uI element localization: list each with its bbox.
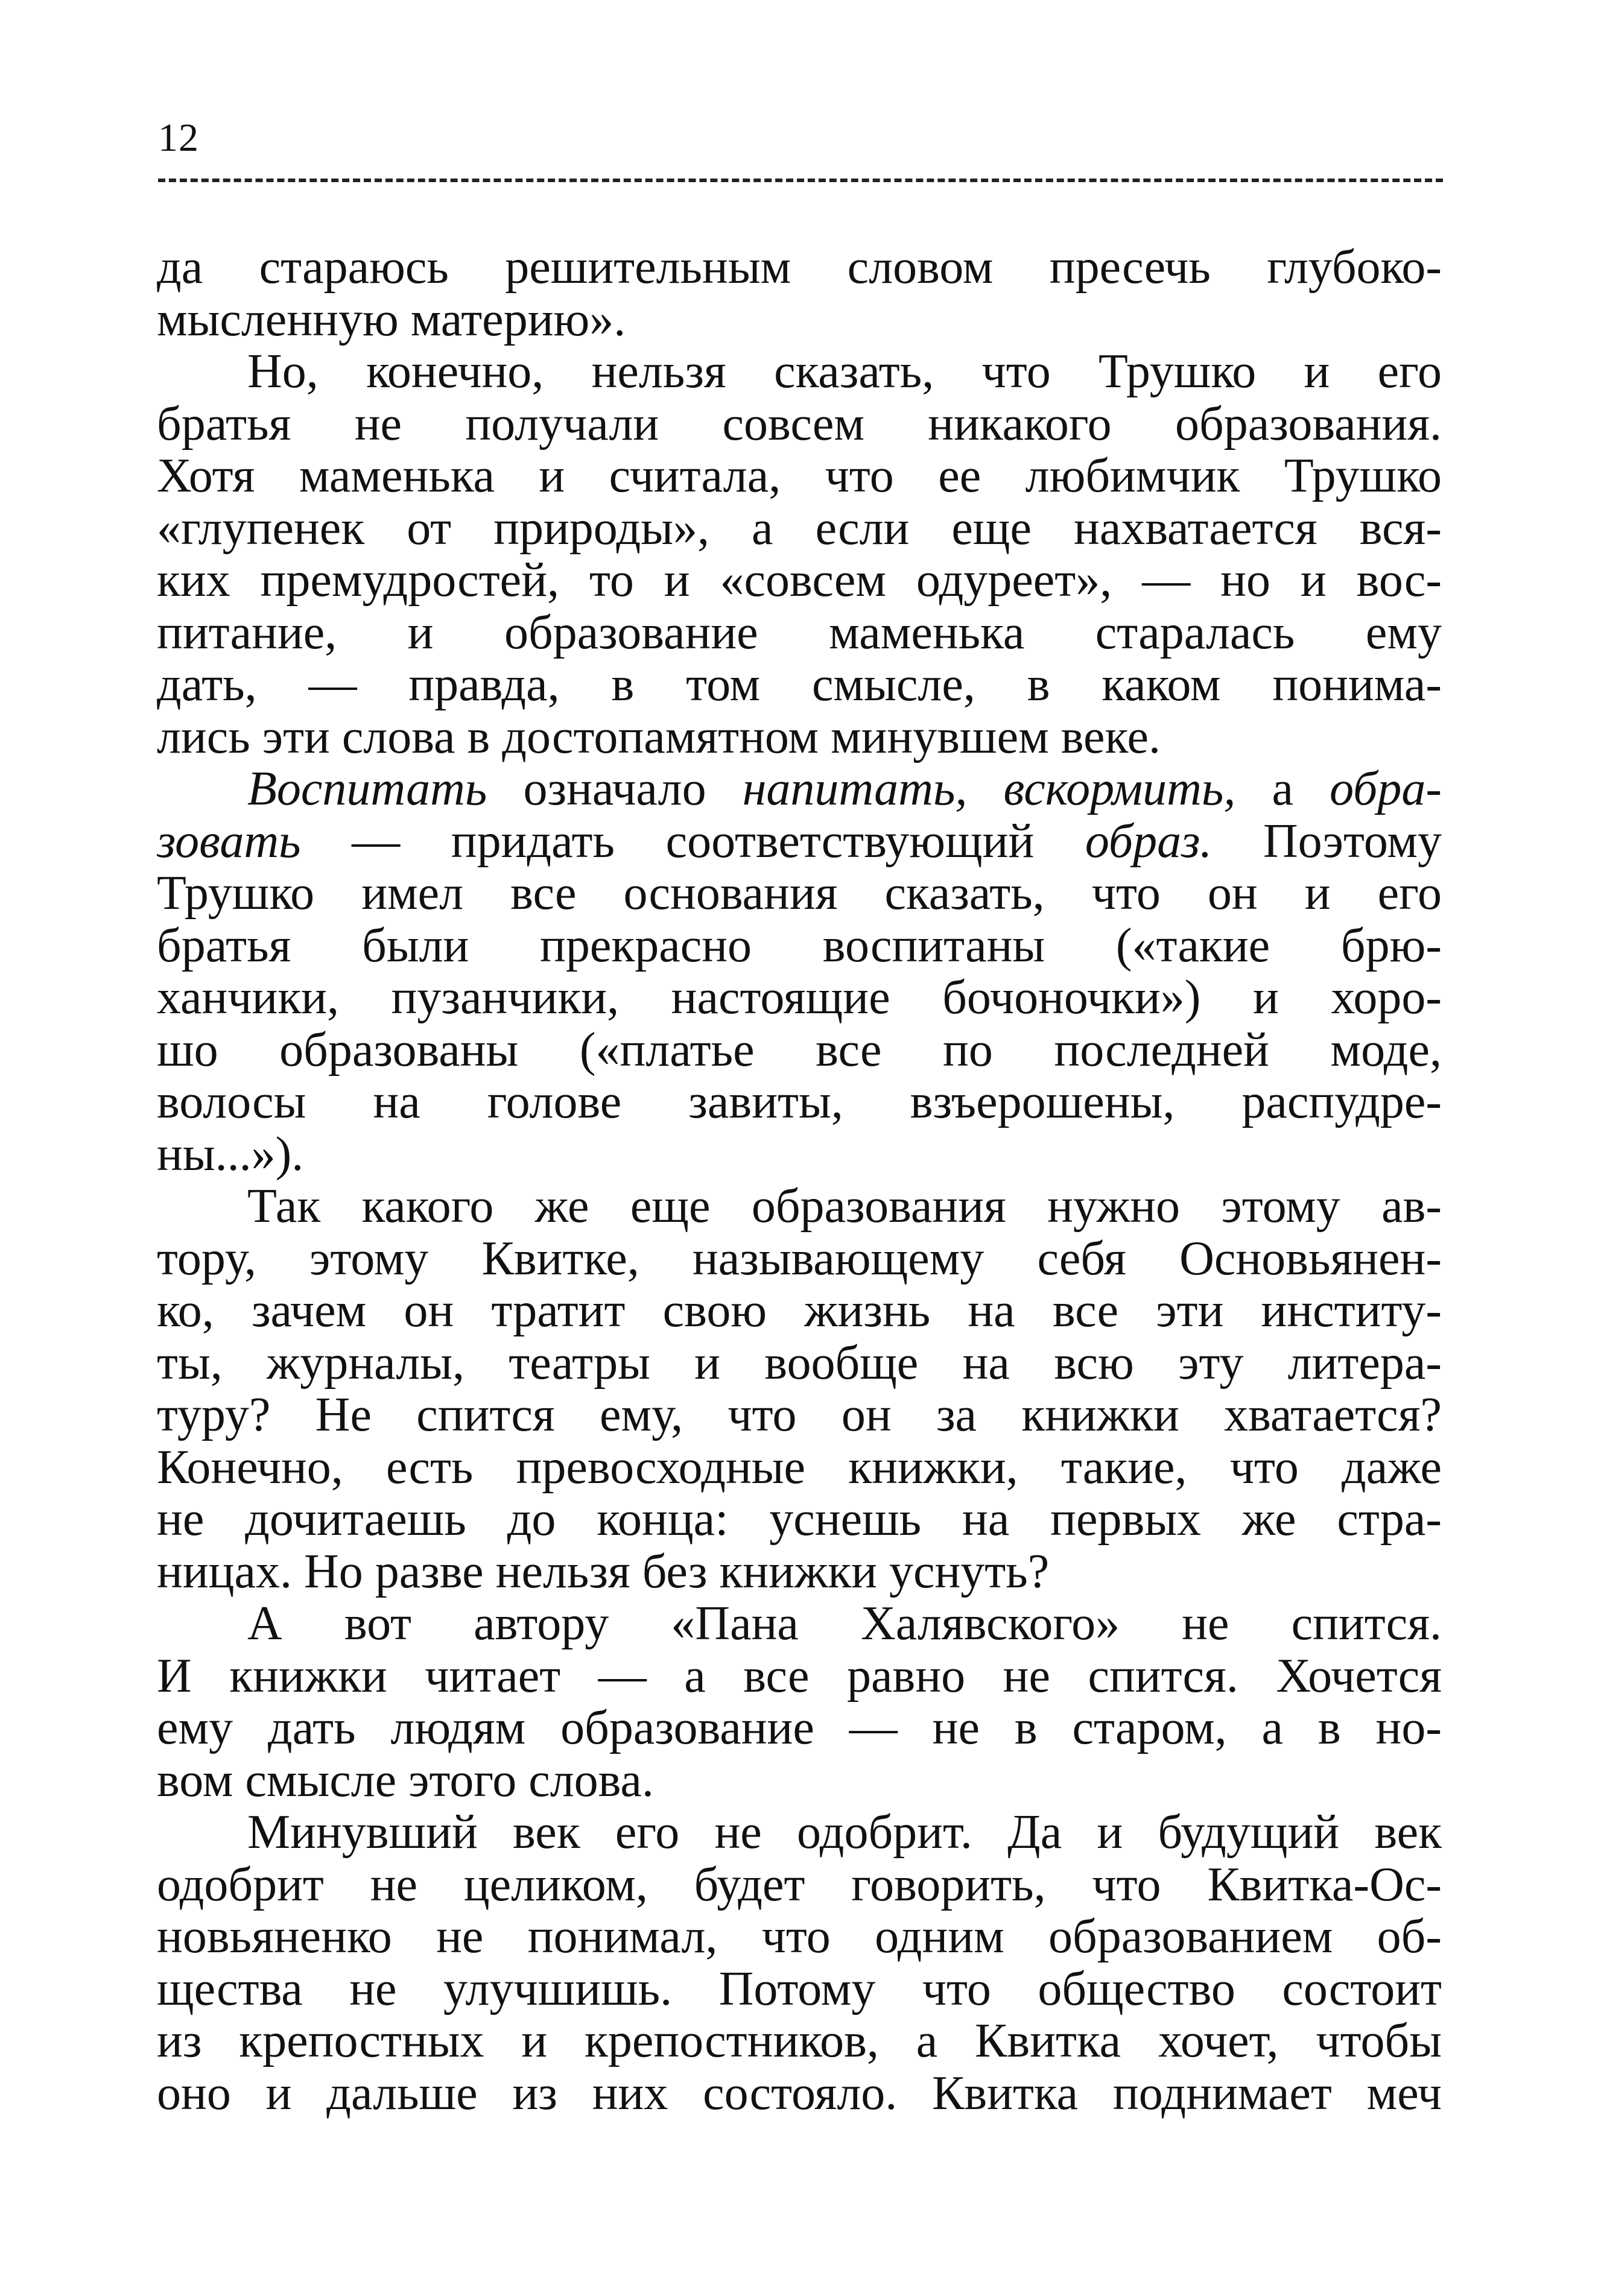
text-line: Минувший век его не одобрит. Да и будущий век — [247, 1806, 1442, 1859]
text-line: ему дать людям образование — не в старом, а в но- — [157, 1702, 1442, 1754]
text-line: шо образованы («платье все по последней моде, — [157, 1023, 1442, 1076]
body-text — [157, 241, 1442, 2119]
text-line: да стараюсь решительным словом пресечь глубоко- — [157, 241, 1442, 294]
text-line — [157, 763, 1442, 815]
text-run: — придать соответствующий — [300, 815, 1085, 867]
text-line: тору, этому Квитке, называющему себя Основьянен- — [157, 1232, 1442, 1285]
text-line: ты, журналы, театры и вообще на всю эту литера- — [157, 1336, 1442, 1389]
text-line: новьяненко не понимал, что одним образованием об- — [157, 1911, 1442, 1963]
text-line: братья не получали совсем никакого образования. — [157, 397, 1442, 450]
italic-term: обра- — [1330, 763, 1442, 815]
text-line: ны...»). — [157, 1128, 304, 1180]
text-run: означало — [487, 763, 743, 815]
text-run: Поэтому — [1212, 815, 1442, 867]
italic-term: Воспитать — [247, 763, 487, 815]
text-line: И книжки читает — а все равно не спится. Хочется — [157, 1649, 1442, 1702]
text-line: Так какого же еще образования нужно этому ав- — [247, 1180, 1442, 1233]
text-line: лись эти слова в достопамятном минувшем веке. — [157, 710, 1161, 763]
text-line: «глупенек от природы», а если еще нахватается вся- — [157, 502, 1442, 554]
header-rule — [158, 179, 1443, 182]
text-line: ко, зачем он тратит свою жизнь на все эти институ- — [157, 1285, 1442, 1337]
text-line: волосы на голове завиты, взъерошены, распудре- — [157, 1076, 1442, 1128]
page-number: 12 — [158, 116, 199, 160]
text-line: из крепостных и крепостников, а Квитка хочет, чтобы — [157, 2015, 1442, 2067]
text-line: туру? Не спится ему, что он за книжки хватается? — [157, 1389, 1442, 1441]
italic-term: напитать, вскормить, — [742, 763, 1236, 815]
text-line: одобрит не целиком, будет говорить, что Квитка-Ос- — [157, 1858, 1442, 1911]
text-line — [157, 815, 1442, 868]
text-line: А вот автору «Пана Халявского» не спится. — [247, 1598, 1442, 1650]
italic-term: зовать — [157, 815, 301, 867]
text-line: мысленную материю». — [157, 293, 626, 346]
text-line: щества не улучшишь. Потому что общество состоит — [157, 1962, 1442, 2015]
text-line: питание, и образование маменька старалась ему — [157, 606, 1442, 659]
text-line: ницах. Но разве нельзя без книжки уснуть? — [157, 1545, 1050, 1598]
text-line: не дочитаешь до конца: уснешь на первых же стра- — [157, 1493, 1442, 1546]
text-run: а — [1235, 763, 1330, 815]
text-line: братья были прекрасно воспитаны («такие брю- — [157, 919, 1442, 972]
text-line: ханчики, пузанчики, настоящие бочоночки») и хоро- — [157, 972, 1442, 1024]
italic-term: образ. — [1085, 815, 1213, 867]
text-line: вом смысле этого слова. — [157, 1754, 654, 1806]
text-line: Трушко имел все основания сказать, что он и его — [157, 867, 1442, 920]
text-line: дать, — правда, в том смысле, в каком понима- — [157, 659, 1442, 711]
text-line: оно и дальше из них состояло. Квитка поднимает меч — [157, 2067, 1442, 2119]
text-line: ких премудростей, то и «совсем одуреет», — но и вос- — [157, 554, 1442, 607]
text-line: Конечно, есть превосходные книжки, такие, что даже — [157, 1441, 1442, 1493]
text-line: Но, конечно, нельзя сказать, что Трушко и его — [247, 346, 1442, 398]
text-line: Хотя маменька и считала, что ее любимчик Трушко — [157, 450, 1442, 502]
